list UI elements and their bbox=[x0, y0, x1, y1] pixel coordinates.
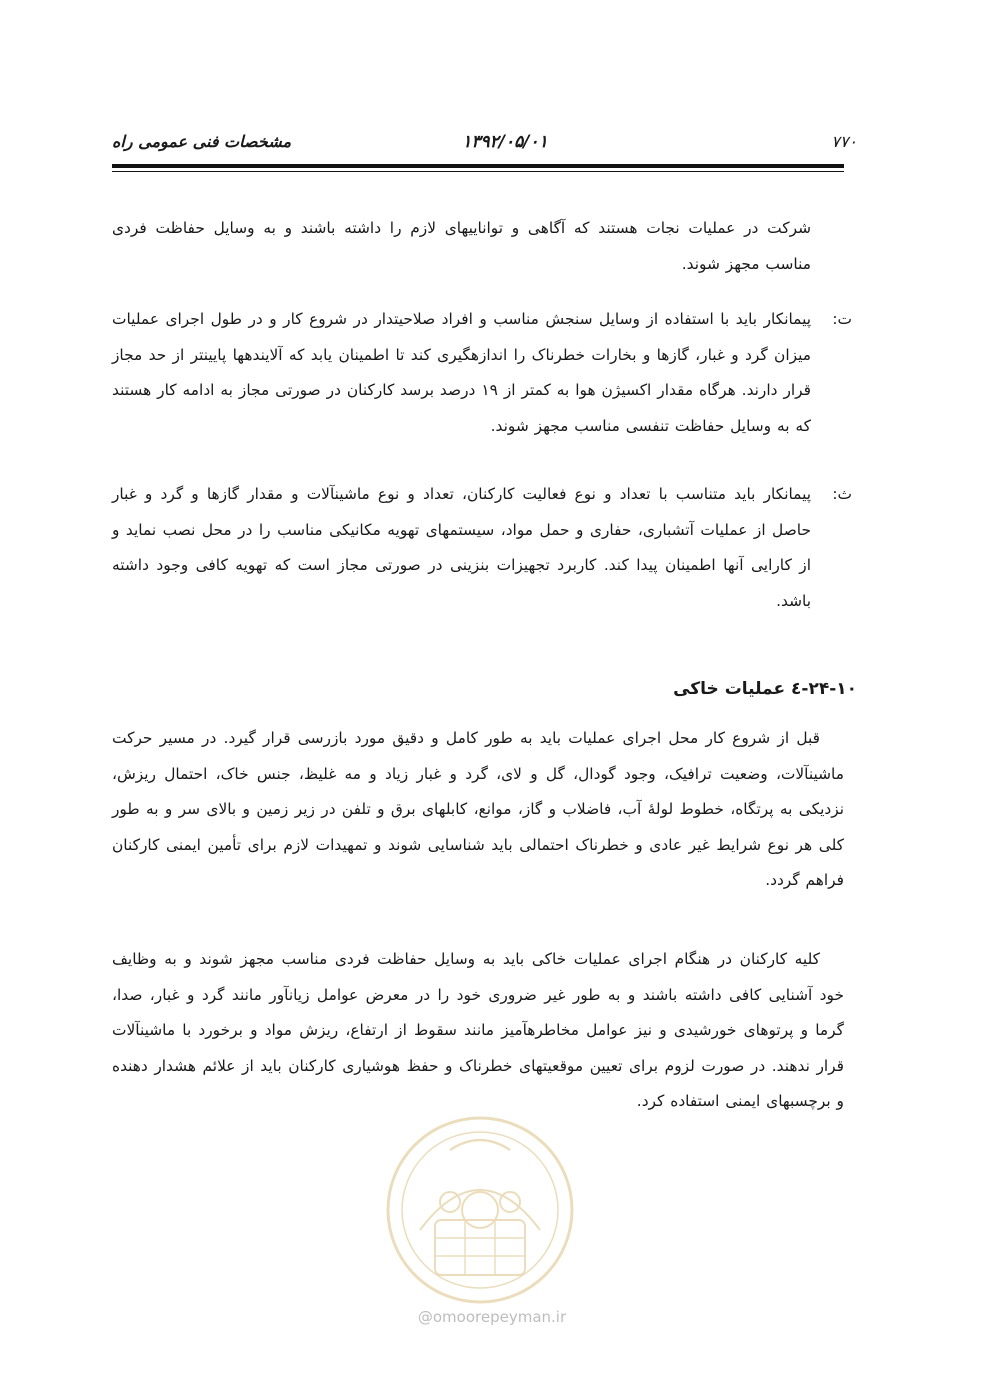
header-rule-thin bbox=[112, 171, 844, 172]
section-paragraph-2: کلیه کارکنان در هنگام اجرای عملیات خاکی باید به وسایل حفاظت فردی مناسب مجهز شوند و به وظایف خود آشنایی کافی داشته باشند و به طور غیر ضروری خود را در معرض عوامل زیانآور مانند گرد و غبار، صدا، گرما و پرتوهای خورشیدی و نیز عوامل مخاطرهآمیز مانند سقوط از ارتفاع، ریزش مواد و برخورد با ماشینآلات قرار ندهند. در صورت لزوم برای تعیین موقعیتهای خطرناک و حفظ هوشیاری کارکنان باید از علائم هشدار دهنده و برچسبهای ایمنی استفاده کرد. bbox=[112, 950, 844, 1110]
header-rule-thick bbox=[112, 164, 844, 168]
header-date: ۱۳۹۲/۰۵/۰۱ bbox=[462, 132, 548, 152]
item-label-se: ث: bbox=[832, 485, 852, 503]
item-text-se: پیمانکار باید متناسب با تعداد و نوع فعالیت کارکنان، تعداد و نوع ماشینآلات و مقدار گازها و گرد و غبار حاصل از عملیات آتشباری، حفاری و حمل مواد، سیستمهای تهویه مکانیکی مناسب را در محل نصب نماید و از کارایی آنها اطمینان پیدا کند. کاربرد تجهیزات بنزینی در صورتی مجاز است که تهویه کافی وجود داشته باشد. bbox=[112, 485, 811, 610]
section-paragraph-1: قبل از شروع کار محل اجرای عملیات باید به طور کامل و دقیق مورد بازرسی قرار گیرد. در مسیر حرکت ماشینآلات، وضعیت ترافیک، وجود گودال، گل و لای، گرد و غبار زیاد و مه غلیظ، جنس خاک، احتمال ریزش، نزدیکی به پرتگاه، خطوط لولهٔ آب، فاضلاب و گاز، موانع، کابلهای برق و تلفن در زیر زمین و بالای سر و به طور کلی هر نوع شرایط غیر عادی و خطرناک احتمالی باید شناسایی شوند و تمهیدات لازم برای تأمین ایمنی کارکنان فراهم گردد. bbox=[112, 729, 844, 889]
item-text-te: پیمانکار باید با استفاده از وسایل سنجش مناسب و افراد صلاحیتدار در شروع کار و در طول اجرای عملیات میزان گرد و غبار، گازها و بخارات خطرناک را اندازهگیری کند تا اطمینان یابد که آلایندهها پایینتر از حد مجاز قرار دارند. هرگاه مقدار اکسیژن هوا به کمتر از ۱۹ درصد برسد کارکنان در صورتی مجاز به ادامه کار هستند که به وسایل حفاظت تنفسی مناسب مجهز شوند. bbox=[112, 310, 811, 435]
continued-paragraph: شرکت در عملیات نجات هستند که آگاهی و تواناییهای لازم را داشته باشند و به وسایل حفاظت فردی مناسب مجهز شوند. bbox=[112, 219, 811, 273]
header-document-title: مشخصات فنی عمومی راه bbox=[112, 132, 292, 151]
section-heading: ۲۴-۱۰-٤ عملیات خاکی bbox=[673, 679, 857, 699]
item-label-te: ت: bbox=[832, 310, 852, 328]
watermark-logo bbox=[380, 1110, 580, 1320]
watermark-site-text: @omoorepeyman.ir bbox=[417, 1308, 567, 1326]
header-page-number: ۷۷۰ bbox=[831, 132, 857, 151]
